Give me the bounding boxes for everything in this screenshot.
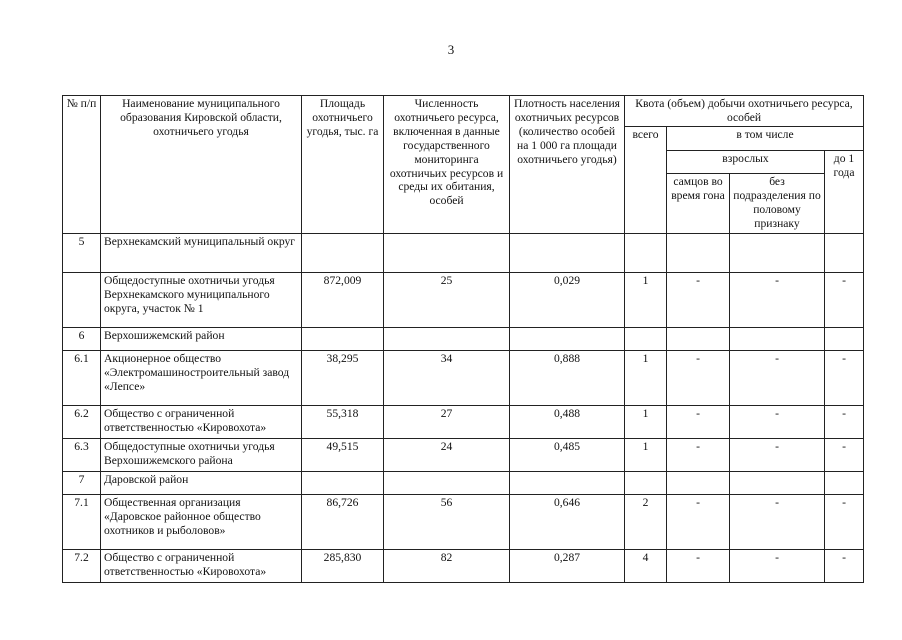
header-including: в том числе — [667, 127, 864, 151]
row-total — [625, 328, 667, 351]
row-males: - — [667, 495, 730, 550]
row-density: 0,646 — [510, 495, 625, 550]
row-area: 38,295 — [302, 351, 384, 406]
row-name: Даровской район — [101, 472, 302, 495]
row-area: 872,009 — [302, 273, 384, 328]
table-row — [63, 351, 864, 406]
header-count: Численность охотничьего ресурса, включенная в данные государственного мониторинга охотничьих ресурсов и среды их обитания, особей — [384, 96, 510, 234]
row-under1: - — [825, 439, 864, 472]
row-total: 1 — [625, 439, 667, 472]
row-count — [384, 234, 510, 273]
row-count: 34 — [384, 351, 510, 406]
row-name: Общество с ограниченной ответственностью «Кировохота» — [101, 406, 302, 439]
table-row — [63, 550, 864, 583]
row-total — [625, 472, 667, 495]
row-area — [302, 472, 384, 495]
row-males: - — [667, 351, 730, 406]
row-males: - — [667, 406, 730, 439]
row-density: 0,485 — [510, 439, 625, 472]
row-males: - — [667, 550, 730, 583]
table-header — [63, 96, 864, 234]
table-row — [63, 495, 864, 550]
row-count: 82 — [384, 550, 510, 583]
row-area: 49,515 — [302, 439, 384, 472]
row-count: 24 — [384, 439, 510, 472]
row-area: 285,830 — [302, 550, 384, 583]
row-under1 — [825, 472, 864, 495]
table-row — [63, 328, 864, 351]
row-density — [510, 328, 625, 351]
header-males: самцов во время гона — [667, 174, 730, 234]
table-body — [63, 234, 864, 583]
row-count: 56 — [384, 495, 510, 550]
row-num: 7.2 — [63, 550, 101, 583]
row-name: Верхнекамский муниципальный округ — [101, 234, 302, 273]
row-num: 5 — [63, 234, 101, 273]
row-density: 0,029 — [510, 273, 625, 328]
row-num: 7.1 — [63, 495, 101, 550]
row-name: Верхошижемский район — [101, 328, 302, 351]
row-under1: - — [825, 550, 864, 583]
row-total — [625, 234, 667, 273]
row-nogender: - — [730, 495, 825, 550]
table-row — [63, 406, 864, 439]
row-name: Общество с ограниченной ответственностью «Кировохота» — [101, 550, 302, 583]
row-count — [384, 472, 510, 495]
row-area — [302, 234, 384, 273]
row-under1 — [825, 328, 864, 351]
header-num: № п/п — [63, 96, 101, 234]
row-name: Общественная организация «Даровское районное общество охотников и рыболовов» — [101, 495, 302, 550]
row-under1: - — [825, 351, 864, 406]
row-males: - — [667, 273, 730, 328]
row-nogender: - — [730, 406, 825, 439]
header-area: Площадь охотничьего угодья, тыс. га — [302, 96, 384, 234]
row-density — [510, 472, 625, 495]
row-num: 6.1 — [63, 351, 101, 406]
row-total: 1 — [625, 351, 667, 406]
header-quota: Квота (объем) добычи охотничьего ресурса, особей — [625, 96, 864, 127]
row-under1 — [825, 234, 864, 273]
row-males: - — [667, 439, 730, 472]
row-males — [667, 234, 730, 273]
table-row — [63, 273, 864, 328]
row-area: 55,318 — [302, 406, 384, 439]
table-row — [63, 234, 864, 273]
row-males — [667, 328, 730, 351]
header-name: Наименование муниципального образования Кировской области, охотничьего угодья — [101, 96, 302, 234]
row-nogender: - — [730, 439, 825, 472]
row-num: 6.3 — [63, 439, 101, 472]
row-under1: - — [825, 273, 864, 328]
row-density: 0,488 — [510, 406, 625, 439]
row-males — [667, 472, 730, 495]
row-under1: - — [825, 406, 864, 439]
row-name: Общедоступные охотничьи угодья Верхошижемского района — [101, 439, 302, 472]
row-under1: - — [825, 495, 864, 550]
row-area: 86,726 — [302, 495, 384, 550]
row-num — [63, 273, 101, 328]
row-nogender — [730, 472, 825, 495]
row-count — [384, 328, 510, 351]
row-num: 6.2 — [63, 406, 101, 439]
hunting-quota-table — [62, 95, 864, 583]
row-total: 1 — [625, 406, 667, 439]
header-nogender: без подразделения по половому признаку — [730, 174, 825, 234]
row-density: 0,888 — [510, 351, 625, 406]
row-name: Общедоступные охотничьи угодья Верхнекамского муниципального округа, участок № 1 — [101, 273, 302, 328]
header-density: Плотность населения охотничьих ресурсов (количество особей на 1 000 га площади охотничьего угодья) — [510, 96, 625, 234]
row-area — [302, 328, 384, 351]
row-nogender: - — [730, 351, 825, 406]
header-under1: до 1 года — [825, 151, 864, 234]
row-density: 0,287 — [510, 550, 625, 583]
row-nogender — [730, 234, 825, 273]
row-density — [510, 234, 625, 273]
row-total: 4 — [625, 550, 667, 583]
row-count: 27 — [384, 406, 510, 439]
row-count: 25 — [384, 273, 510, 328]
header-adults: взрослых — [667, 151, 825, 174]
row-nogender: - — [730, 550, 825, 583]
page-number: 3 — [447, 42, 455, 57]
row-name: Акционерное общество «Электромашиностроительный завод «Лепсе» — [101, 351, 302, 406]
table-row — [63, 439, 864, 472]
header-total: всего — [625, 127, 667, 234]
row-num: 7 — [63, 472, 101, 495]
row-total: 2 — [625, 495, 667, 550]
table-row — [63, 472, 864, 495]
row-nogender — [730, 328, 825, 351]
row-nogender: - — [730, 273, 825, 328]
row-total: 1 — [625, 273, 667, 328]
row-num: 6 — [63, 328, 101, 351]
